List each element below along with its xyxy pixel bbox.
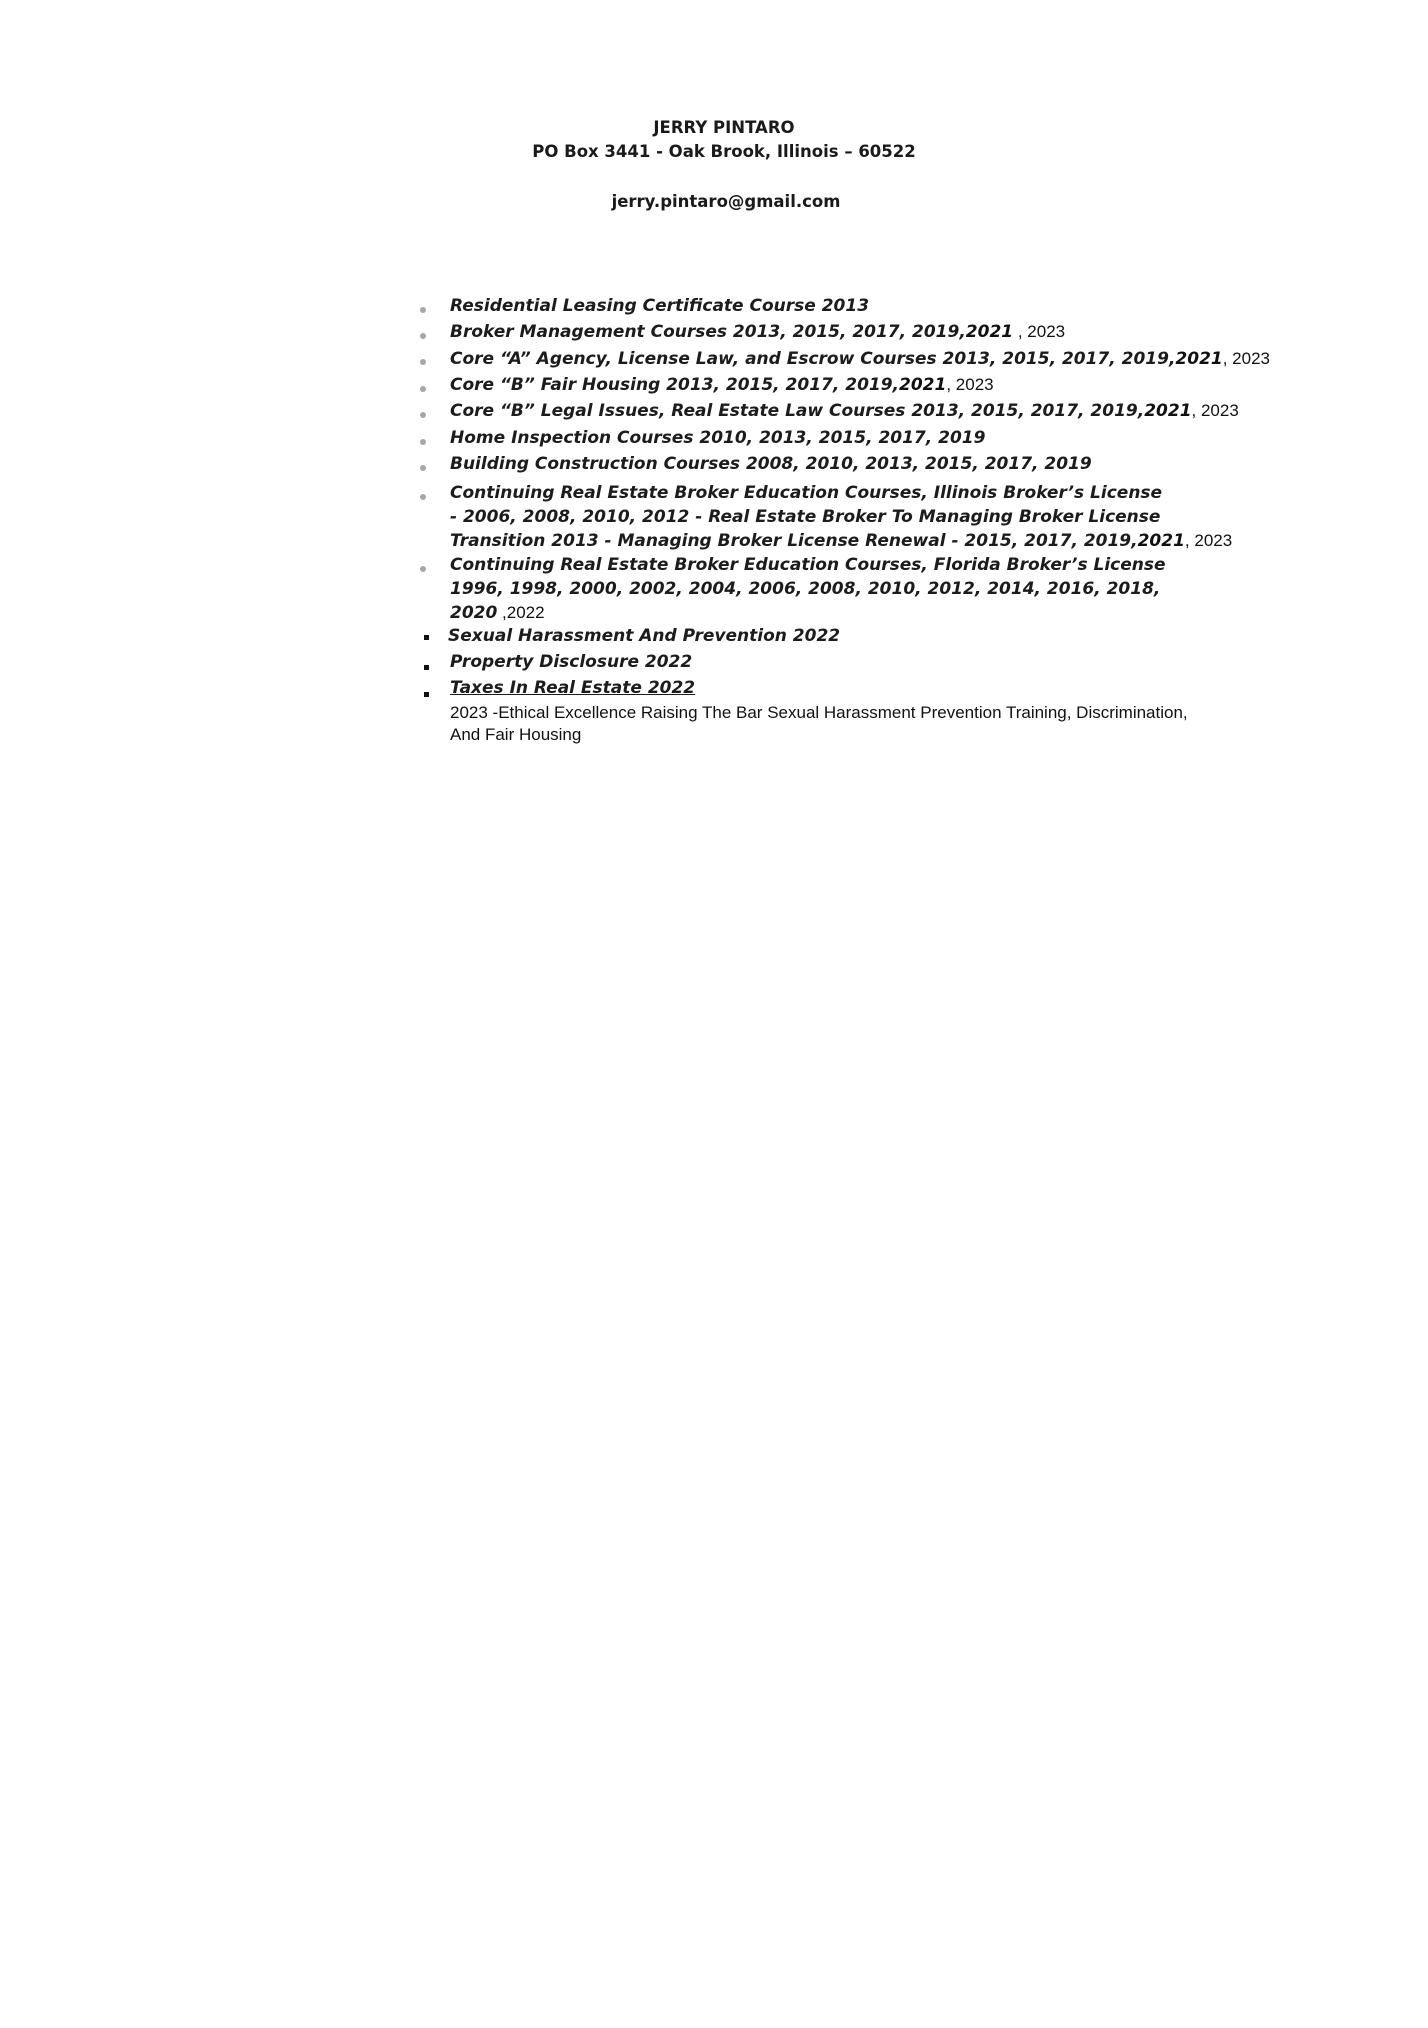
- course-text: Home Inspection Courses 2010, 2013, 2015, 2017, 2019: [450, 428, 986, 448]
- course-item: [450, 347, 1350, 371]
- course-year-highlight: 2021: [965, 322, 1014, 342]
- resume-name: JERRY PINTARO: [653, 118, 795, 137]
- bullet-dot: [420, 465, 426, 471]
- course-text: And Fair Housing: [450, 725, 582, 744]
- course-text: Property Disclosure 2022: [450, 652, 693, 672]
- course-text: Core “B” Legal Issues, Real Estate Law Courses 2013, 2015, 2017, 2019,: [450, 401, 1145, 421]
- course-text: Core “A” Agency, License Law, and Escrow Courses 2013, 2015, 2017, 2019,: [450, 349, 1176, 369]
- course-year-added: , 2023: [1191, 401, 1239, 420]
- course-item: [450, 676, 1350, 700]
- course-text: 2023 -Ethical Excellence Raising The Bar Sexual Harassment Prevention Training, Discrimination,: [450, 703, 1188, 722]
- course-list: [0, 0, 1428, 800]
- course-item-plain: [450, 702, 1240, 746]
- course-item: [448, 624, 1348, 648]
- course-text: Transition 2013 - Managing Broker License Renewal - 2015, 2017, 2019,: [450, 531, 1138, 551]
- bullet-square: [424, 635, 429, 640]
- bullet-dot: [420, 494, 426, 500]
- course-year-highlight: 2021: [899, 375, 947, 395]
- course-item: [450, 481, 1350, 553]
- course-item: [450, 399, 1350, 423]
- course-text: 2020: [450, 603, 498, 623]
- course-item: [450, 373, 1350, 397]
- course-text-line: [450, 601, 1350, 625]
- bullet-dot: [420, 412, 426, 418]
- bullet-dot: [420, 359, 426, 365]
- course-year-added: , 2023: [1013, 322, 1066, 341]
- course-item: [450, 553, 1350, 625]
- course-text: Core “B” Fair Housing 2013, 2015, 2017, 2019,: [450, 375, 900, 395]
- course-item: [450, 426, 1350, 450]
- course-item: [450, 452, 1350, 476]
- course-text: Residential Leasing Certificate Course 2013: [450, 296, 870, 316]
- course-year-highlight: 2021: [1144, 401, 1192, 421]
- course-text: 1996, 1998, 2000, 2002, 2004, 2006, 2008, 2010, 2012, 2014, 2016, 2018,: [450, 579, 1161, 599]
- course-year-added: , 2023: [1184, 531, 1233, 550]
- course-item: [450, 320, 1350, 344]
- course-text: Taxes In Real Estate 2022: [450, 678, 696, 698]
- bullet-square: [424, 665, 429, 670]
- course-text: - 2006, 2008, 2010, 2012 - Real Estate Broker To Managing Broker License: [450, 507, 1161, 527]
- course-item: [450, 650, 1350, 674]
- bullet-dot: [420, 307, 426, 313]
- course-year-highlight: 2021: [1175, 349, 1223, 369]
- course-year-added: , 2023: [1222, 349, 1270, 368]
- course-text: Continuing Real Estate Broker Education Courses, Florida Broker’s License: [450, 555, 1166, 575]
- bullet-dot: [420, 386, 426, 392]
- resume-email: jerry.pintaro@gmail.com: [611, 192, 841, 211]
- bullet-dot: [420, 566, 426, 572]
- resume-address: PO Box 3441 - Oak Brook, Illinois – 60522: [532, 142, 916, 161]
- course-text: Continuing Real Estate Broker Education Courses, Illinois Broker’s License: [450, 483, 1163, 503]
- course-text: Broker Management Courses 2013, 2015, 2017, 2019,: [450, 322, 966, 342]
- course-text: Sexual Harassment And Prevention 2022: [448, 626, 841, 646]
- course-text-line: [450, 529, 1350, 553]
- course-item: [450, 294, 1350, 318]
- bullet-square: [424, 692, 429, 697]
- bullet-dot: [420, 333, 426, 339]
- course-year-added: ,2022: [497, 603, 545, 622]
- course-year-added: , 2023: [946, 375, 994, 394]
- course-text: Building Construction Courses 2008, 2010, 2013, 2015, 2017, 2019: [450, 454, 1092, 474]
- course-year-highlight: 2021: [1137, 531, 1185, 551]
- bullet-dot: [420, 439, 426, 445]
